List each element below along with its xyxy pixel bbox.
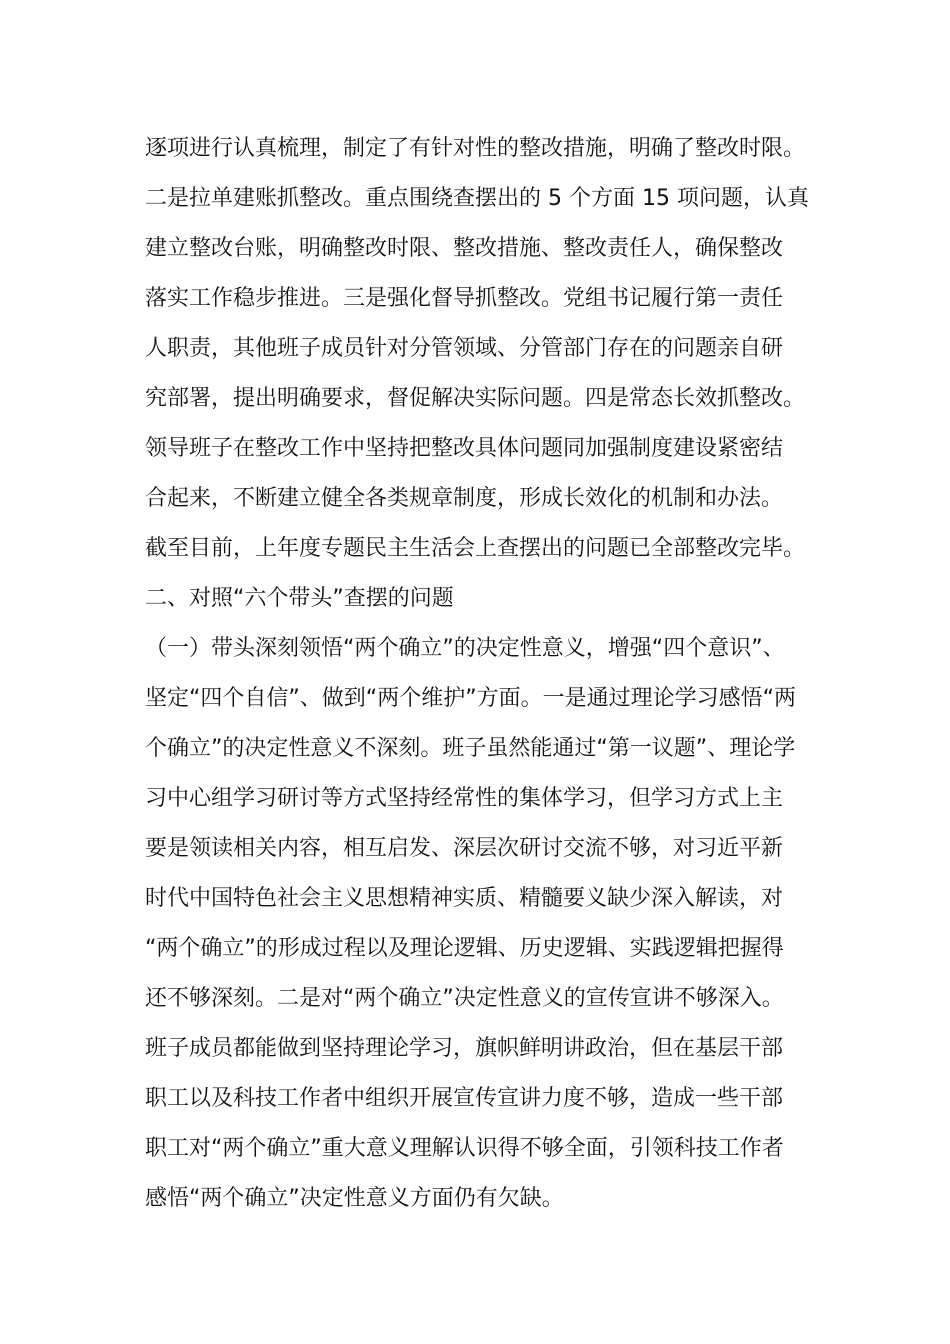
document-body — [145, 124, 835, 1224]
text-line: 个确立”的决定性意义不深刻。班子虽然能通过“第一议题”、理论学 — [145, 736, 796, 761]
text-line: 坚定“四个自信”、做到“两个维护”方面。一是通过理论学习感悟“两 — [145, 686, 796, 711]
text-line: 截至目前，上年度专题民主生活会上查摆出的问题已全部整改完毕。 — [145, 536, 806, 561]
text-line: 要是领读相关内容，相互启发、深层次研讨交流不够，对习近平新 — [145, 836, 784, 861]
text-line: 班子成员都能做到坚持理论学习，旗帜鲜明讲政治，但在基层干部 — [145, 1036, 784, 1061]
text-line: 职工对“两个确立”重大意义理解认识得不够全面，引领科技工作者 — [145, 1136, 784, 1161]
text-line: 领导班子在整改工作中坚持把整改具体问题同加强制度建设紧密结 — [145, 436, 784, 461]
text-line: 合起来，不断建立健全各类规章制度，形成长效化的机制和办法。 — [145, 486, 784, 511]
text-line: 逐项进行认真梳理，制定了有针对性的整改措施，明确了整改时限。 — [145, 136, 806, 161]
text-line: 时代中国特色社会主义思想精神实质、精髓要义缺少深入解读，对 — [145, 886, 784, 911]
text-line: 还不够深刻。二是对“两个确立”决定性意义的宣传宣讲不够深入。 — [145, 986, 784, 1011]
text-line: 感悟“两个确立”决定性意义方面仍有欠缺。 — [145, 1186, 564, 1211]
section-heading: 二、对照“六个带头”查摆的问题 — [145, 586, 454, 611]
text-line: 究部署，提出明确要求，督促解决实际问题。四是常态长效抓整改。 — [145, 386, 806, 411]
text-line: 落实工作稳步推进。三是强化督导抓整改。党组书记履行第一责任 — [145, 286, 784, 311]
text-line: 人职责，其他班子成员针对分管领域、分管部门存在的问题亲自研 — [145, 336, 784, 361]
text-line: 二是拉单建账抓整改。重点围绕查摆出的 5 个方面 15 项问题，认真 — [145, 186, 809, 211]
text-line: 建立整改台账，明确整改时限、整改措施、整改责任人，确保整改 — [145, 236, 784, 261]
text-line: 职工以及科技工作者中组织开展宣传宣讲力度不够，造成一些干部 — [145, 1086, 784, 1111]
text-line: 习中心组学习研讨等方式坚持经常性的集体学习，但学习方式上主 — [145, 786, 784, 811]
text-line: “两个确立”的形成过程以及理论逻辑、历史逻辑、实践逻辑把握得 — [145, 936, 784, 961]
text-line: （一）带头深刻领悟“两个确立”的决定性意义，增强“四个意识”、 — [145, 636, 785, 661]
